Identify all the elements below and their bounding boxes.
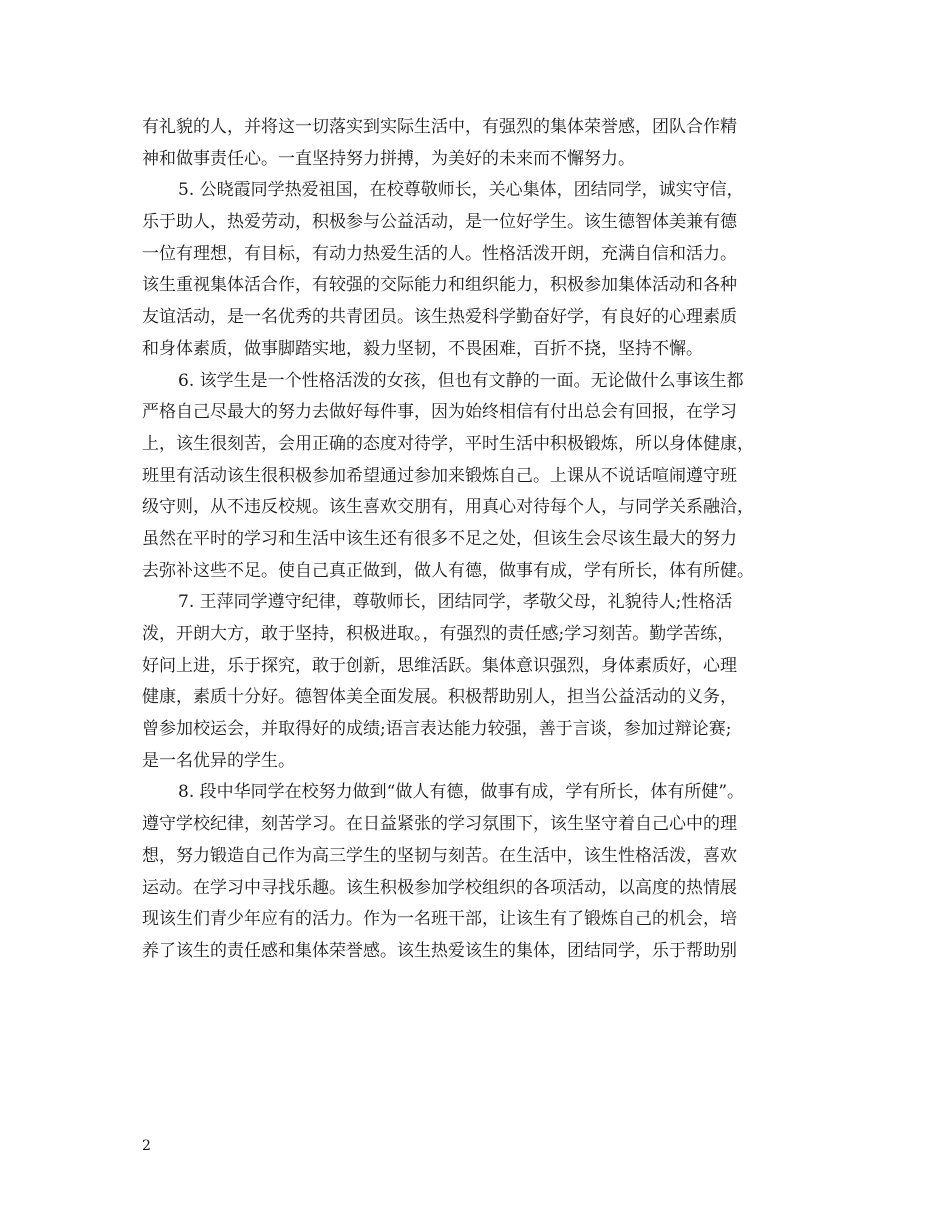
text-line: 该生重视集体活合作，有较强的交际能力和组织能力，积极参加集体活动和各种	[142, 275, 737, 296]
text-line: 级守则，从不违反校规。该生喜欢交朋有，用真心对待每个人，与同学关系融洽，	[142, 497, 754, 518]
text-line: 上，该生很刻苦，会用正确的态度对待学，平时生活中积极锻炼，所以身体健康，	[142, 433, 754, 454]
text-line: 神和做事责任心。一直坚持努力拼搏，为美好的未来而不懈努力。	[142, 148, 635, 169]
text-line: 好问上进，乐于探究，敢于创新，思维活跃。集体意识强烈，身体素质好，心理	[142, 655, 737, 676]
text-line: 运动。在学习中寻找乐趣。该生积极参加学校组织的各项活动，以高度的热情展	[142, 877, 737, 898]
text-line: 想，努力锻造自己作为高三学生的坚韧与刻苦。在生活中，该生性格活泼，喜欢	[142, 845, 737, 866]
text-line: 去弥补这些不足。使自己真正做到，做人有德，做事有成，学有所长，体有所健。	[142, 560, 754, 581]
text-line: 遵守学校纪律，刻苦学习。在日益紧张的学习氛围下，该生坚守着自己心中的理	[142, 814, 737, 835]
paragraph-first-line: 7. 王萍同学遵守纪律，尊敬师长，团结同学，孝敬父母，礼貌待人;性格活	[178, 592, 733, 613]
text-line: 泼，开朗大方，敢于坚持，积极进取。，有强烈的责任感;学习刻苦。勤学苦练，	[142, 624, 735, 644]
document-body	[142, 112, 832, 968]
text-line: 友谊活动，是一名优秀的共青团员。该生热爱科学勤奋好学，有良好的心理素质	[142, 307, 737, 328]
text-line: 和身体素质，做事脚踏实地，毅力坚韧，不畏困难，百折不挠，坚持不懈。	[142, 338, 703, 359]
text-line: 现该生们青少年应有的活力。作为一名班干部，让该生有了锻炼自己的机会，培	[142, 909, 737, 930]
text-line: 有礼貌的人，并将这一切落实到实际生活中，有强烈的集体荣誉感，团队合作精	[142, 117, 737, 137]
paragraph-first-line: 6. 该学生是一个性格活泼的女孩，但也有文静的一面。无论做什么事该生都	[178, 370, 744, 391]
text-line: 严格自己尽最大的努力去做好每件事，因为始终相信有付出总会有回报，在学习	[142, 402, 737, 423]
paragraph-first-line: 8. 段中华同学在校努力做到“做人有德，做事有成，学有所长，体有所健”。	[178, 782, 745, 803]
text-line: 乐于助人，热爱劳动，积极参与公益活动，是一位好学生。该生德智体美兼有德	[142, 212, 737, 233]
paragraph-first-line: 5. 公晓霞同学热爱祖国，在校尊敬师长，关心集体，团结同学，诚实守信，	[178, 180, 744, 201]
text-line: 班里有活动该生很积极参加希望通过参加来锻炼自己。上课从不说话喧闹遵守班	[142, 465, 737, 486]
text-line: 一位有理想，有目标，有动力热爱生活的人。性格活泼开朗，充满自信和活力。	[142, 243, 737, 264]
text-line: 健康，素质十分好。德智体美全面发展。积极帮助别人，担当公益活动的义务，	[142, 687, 737, 708]
page-number: 2	[142, 1138, 151, 1154]
text-line: 是一名优异的学生。	[142, 750, 295, 771]
text-line: 曾参加校运会，并取得好的成绩;语言表达能力较强，善于言谈，参加过辩论赛;	[142, 719, 732, 740]
text-line: 虽然在平时的学习和生活中该生还有很多不足之处，但该生会尽该生最大的努力	[142, 528, 737, 549]
text-line: 养了该生的责任感和集体荣誉感。该生热爱该生的集体，团结同学，乐于帮助别	[142, 940, 737, 961]
